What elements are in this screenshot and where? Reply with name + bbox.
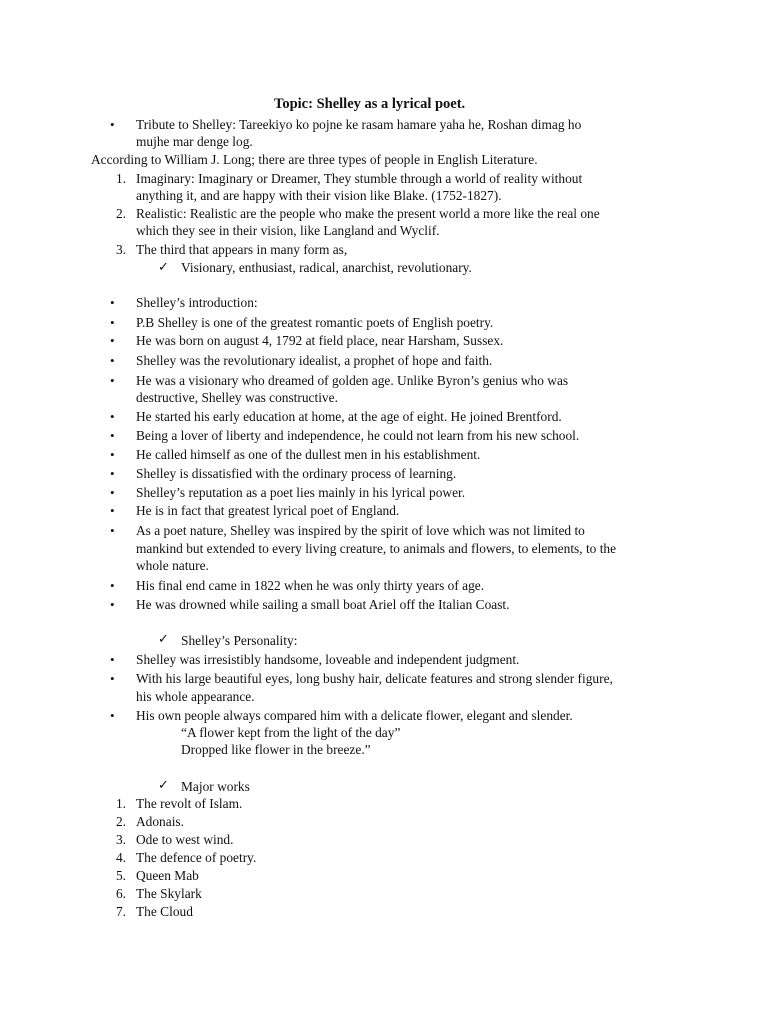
bullet-marker: • [110, 503, 115, 518]
check-icon: ✓ [158, 777, 169, 792]
list-item: Shelley is dissatisfied with the ordinary process of learning. [136, 466, 457, 481]
list-item-continuation: mankind but extended to every living creature, to animals and flowers, to elements, to the [136, 541, 617, 556]
list-item: He is in fact that greatest lyrical poet of England. [136, 503, 400, 518]
type-3-line-1: The third that appears in many form as, [136, 242, 348, 257]
list-item: The Skylark [136, 886, 202, 901]
type-number: 3. [115, 242, 126, 257]
type-2-line-1: Realistic: Realistic are the people who make the present world a more like the real one [136, 206, 600, 221]
bullet-marker: • [110, 652, 115, 667]
work-number: 4. [115, 850, 126, 865]
bullet-marker: • [110, 485, 115, 500]
list-item-continuation: his whole appearance. [136, 689, 255, 704]
work-number: 2. [115, 814, 126, 829]
list-item: He called himself as one of the dullest men in his establishment. [136, 447, 481, 462]
bullet-marker: • [110, 466, 115, 481]
list-item: The Cloud [136, 904, 193, 919]
quote-line-2: Dropped like flower in the breeze.” [181, 742, 371, 757]
list-item: With his large beautiful eyes, long bushy hair, delicate features and strong slender figure, [136, 671, 613, 686]
bullet-marker: • [110, 373, 115, 388]
tribute-line-2: mujhe mar denge log. [136, 134, 253, 149]
list-item: Shelley’s reputation as a poet lies mainly in his lyrical power. [136, 485, 466, 500]
check-icon: ✓ [158, 259, 169, 274]
type-number: 2. [115, 206, 126, 221]
work-number: 1. [115, 796, 126, 811]
list-item: The revolt of Islam. [136, 796, 243, 811]
list-item: Shelley’s introduction: [136, 295, 258, 310]
list-item: His final end came in 1822 when he was only thirty years of age. [136, 578, 485, 593]
work-number: 7. [115, 904, 126, 919]
work-number: 3. [115, 832, 126, 847]
list-item: Being a lover of liberty and independence, he could not learn from his new school. [136, 428, 580, 443]
bullet-marker: • [110, 315, 115, 330]
bullet-marker: • [110, 295, 115, 310]
personality-heading: Shelley’s Personality: [181, 633, 298, 648]
bullet-marker: • [110, 578, 115, 593]
list-item: As a poet nature, Shelley was inspired by the spirit of love which was not limited to [136, 523, 585, 538]
list-item: Shelley was irresistibly handsome, loveable and independent judgment. [136, 652, 520, 667]
works-heading: Major works [181, 779, 250, 794]
bullet-marker: • [110, 428, 115, 443]
check-icon: ✓ [158, 631, 169, 646]
quote-line-1: “A flower kept from the light of the day” [181, 725, 401, 740]
list-item-continuation: whole nature. [136, 558, 209, 573]
list-item: He was drowned while sailing a small boat Ariel off the Italian Coast. [136, 597, 510, 612]
type-number: 1. [115, 171, 126, 186]
bullet-marker: • [110, 353, 115, 368]
list-item: Adonais. [136, 814, 184, 829]
list-item: Ode to west wind. [136, 832, 234, 847]
bullet-marker: • [110, 333, 115, 348]
type-2-line-2: which they see in their vision, like Langland and Wyclif. [136, 223, 440, 238]
type-1-line-1: Imaginary: Imaginary or Dreamer, They stumble through a world of reality without [136, 171, 583, 186]
bullet-marker: • [110, 708, 115, 723]
page-title: Topic: Shelley as a lyrical poet. [274, 96, 466, 112]
bullet-marker: • [110, 671, 115, 686]
list-item: He was born on august 4, 1792 at field place, near Harsham, Sussex. [136, 333, 504, 348]
list-item: He was a visionary who dreamed of golden age. Unlike Byron’s genius who was [136, 373, 569, 388]
work-number: 6. [115, 886, 126, 901]
third-type-examples: Visionary, enthusiast, radical, anarchist, revolutionary. [181, 260, 472, 275]
list-item: Queen Mab [136, 868, 199, 883]
bullet-marker: • [110, 117, 115, 132]
bullet-marker: • [110, 447, 115, 462]
bullet-marker: • [110, 597, 115, 612]
list-item-continuation: destructive, Shelley was constructive. [136, 390, 338, 405]
list-item: P.B Shelley is one of the greatest romantic poets of English poetry. [136, 315, 494, 330]
bullet-marker: • [110, 523, 115, 538]
type-1-line-2: anything it, and are happy with their vision like Blake. (1752-1827). [136, 188, 502, 203]
list-item: The defence of poetry. [136, 850, 257, 865]
tribute-line-1: Tribute to Shelley: Tareekiyo ko pojne ke rasam hamare yaha he, Roshan dimag ho [136, 117, 582, 132]
list-item: Shelley was the revolutionary idealist, a prophet of hope and faith. [136, 353, 493, 368]
bullet-marker: • [110, 409, 115, 424]
long-intro-text: According to William J. Long; there are three types of people in English Literature. [91, 152, 538, 167]
work-number: 5. [115, 868, 126, 883]
list-item: He started his early education at home, at the age of eight. He joined Brentford. [136, 409, 562, 424]
list-item: His own people always compared him with a delicate flower, elegant and slender. [136, 708, 573, 723]
